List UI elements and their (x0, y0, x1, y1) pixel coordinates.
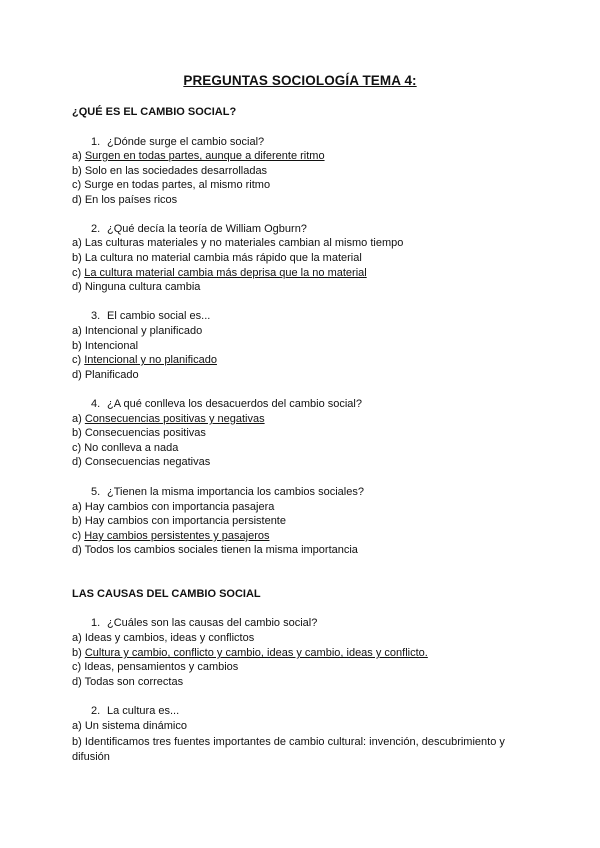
question-text: ¿Dónde surge el cambio social? (107, 136, 265, 148)
option-a (72, 413, 265, 425)
option-b: b) Intencional (72, 340, 139, 352)
question-text: ¿A qué conlleva los desacuerdos del cambio social? (107, 398, 362, 410)
option-d: d) Planificado (72, 369, 139, 381)
option-d: d) Todos los cambios sociales tienen la misma importancia (72, 544, 358, 556)
option-prefix: c) (72, 267, 85, 279)
correct-answer: La cultura material cambia más deprisa que la no material (84, 267, 367, 279)
document-title: PREGUNTAS SOCIOLOGÍA TEMA 4: (183, 73, 417, 88)
question-text: ¿Qué decía la teoría de William Ogburn? (107, 223, 307, 235)
correct-answer: Cultura y cambio, conflicto y cambio, ideas y cambio, ideas y conflicto. (84, 647, 428, 659)
question-1 (91, 136, 264, 148)
option-d: d) Todas son correctas (72, 676, 184, 688)
correct-answer: Intencional y no planificado (84, 354, 217, 366)
option-prefix: a) (72, 150, 85, 162)
option-b: b) Identificamos tres fuentes importantes de cambio cultural: invención, descubrimiento y difusión (72, 736, 505, 763)
correct-answer: Consecuencias positivas y negativas (84, 413, 265, 425)
question-number: 4. (91, 398, 101, 410)
question-4 (91, 398, 362, 410)
option-a: a) Hay cambios con importancia pasajera (72, 501, 275, 513)
question-number: 2. (91, 705, 101, 717)
option-d: d) En los países ricos (72, 194, 178, 206)
question-number: 1. (91, 136, 101, 148)
option-a: a) Ideas y cambios, ideas y conflictos (72, 632, 255, 644)
question-number: 5. (91, 486, 101, 498)
question-text: ¿Cuáles son las causas del cambio social? (107, 617, 318, 629)
option-a: a) Un sistema dinámico (72, 720, 187, 732)
option-prefix: b) (72, 647, 85, 659)
correct-answer: Hay cambios persistentes y pasajeros (84, 530, 270, 542)
option-prefix: c) (72, 530, 85, 542)
question-6 (91, 617, 317, 629)
option-c: c) Surge en todas partes, al mismo ritmo (72, 179, 271, 191)
question-5 (91, 486, 364, 498)
option-c: c) No conlleva a nada (72, 442, 179, 454)
question-number: 2. (91, 223, 101, 235)
question-number: 1. (91, 617, 101, 629)
option-c (72, 354, 217, 366)
question-number: 3. (91, 310, 101, 322)
option-d: d) Ninguna cultura cambia (72, 281, 201, 293)
question-text: ¿Tienen la misma importancia los cambios sociales? (107, 486, 364, 498)
option-b: b) Solo en las sociedades desarrolladas (72, 165, 268, 177)
option-prefix: a) (72, 413, 85, 425)
option-b (72, 647, 428, 659)
question-7 (91, 705, 179, 717)
option-a (72, 150, 325, 162)
question-2 (91, 223, 307, 235)
option-b: b) Hay cambios con importancia persistente (72, 515, 286, 527)
question-text: El cambio social es... (107, 310, 211, 322)
question-text: La cultura es... (107, 705, 180, 717)
question-3 (91, 310, 210, 322)
option-d: d) Consecuencias negativas (72, 456, 211, 468)
section-heading-2: LAS CAUSAS DEL CAMBIO SOCIAL (72, 588, 261, 600)
option-b: b) La cultura no material cambia más rápido que la material (72, 252, 362, 264)
option-b: b) Consecuencias positivas (72, 427, 206, 439)
correct-answer: Surgen en todas partes, aunque a diferente ritmo (84, 150, 325, 162)
section-heading-1: ¿QUÉ ES EL CAMBIO SOCIAL? (72, 106, 237, 118)
option-c (72, 267, 367, 279)
option-a: a) Las culturas materiales y no materiales cambian al mismo tiempo (72, 237, 404, 249)
option-prefix: c) (72, 354, 85, 366)
option-a: a) Intencional y planificado (72, 325, 203, 337)
option-c (72, 530, 269, 542)
option-c: c) Ideas, pensamientos y cambios (72, 661, 239, 673)
